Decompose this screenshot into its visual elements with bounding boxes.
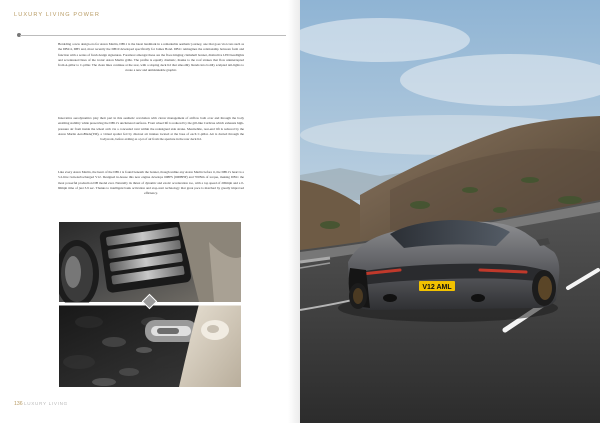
header-rule — [20, 35, 286, 36]
page-number: 136 — [14, 401, 23, 407]
license-plate-text: V12 AML — [422, 284, 452, 291]
car-photo-illustration — [300, 0, 600, 423]
gutter-shadow — [288, 0, 300, 423]
right-page-photo — [300, 0, 600, 423]
article-paragraph-2: Innovative aerodynamics play their part in this aesthetic revolution with clever management of airflow both over and through the body enabling stability while preserving the DB11's uncluttered surfaces. Front wheel lift is reduced by the gill-like Curlicue which exhausts high-pressure air from inside the wheel arch via a concealed vent within the redesigned side strake. Meanwhile, rear-end lift is reduced by the Aston Martin AeroBlade(TM), a virtual spoiler fed by discreet air intakes located at the base of each C-pillar. Air is ducted through the bodywork, before exiting as a jet of air from the aperture in the rear deck lid. — [58, 116, 244, 142]
running-head: LUXURY LIVING POWER — [14, 12, 100, 18]
article-paragraph-3: Like every Aston Martin, the heart of the DB11 is found beneath the bonnet, though unlike any Aston Martin before it, the DB11's heart is a 5.2-litre twin-turbocharged V12. Designed in-house this new engine develops 608PS (600BHP) and 700Nm of torque, making DB11 the most powerful production DB model ever. Naturally its thrust of dynamic and exotic acceleration too, with a top speed of 200mph and a 0-60mph time of just 3.9 sec. Thanks to intelligent bank activation and stop-start technology that great pace is matched by greatly improved efficiency. — [58, 170, 244, 196]
article-paragraph-1: Heralding a new design era for Aston Martin, DB11 is the latest landmark in a remarkable aesthetic journey, one that goes via icons such as the DB2/4, DB5 and, most recently the DB10 developed specifically for James Bond. DB11 reimagines the relationship between form and function with a series of fresh design signatures. Foremost amongst these are the floor-hinging clamshell bonnet, distinctive LED headlights and accentuated lines of the iconic Aston Martin grille. The profile is equally dramatic, thanks to the roof strakes that flow uninterrupted from A-pillar to C-pillar. The clean lines continue at the rear, with a sloping deck lid that smoothly blends into boldly sculpted tail-lights to create a new and unmistakable graphic. — [58, 42, 244, 73]
folio-title: LUXURY LIVING — [24, 401, 68, 406]
